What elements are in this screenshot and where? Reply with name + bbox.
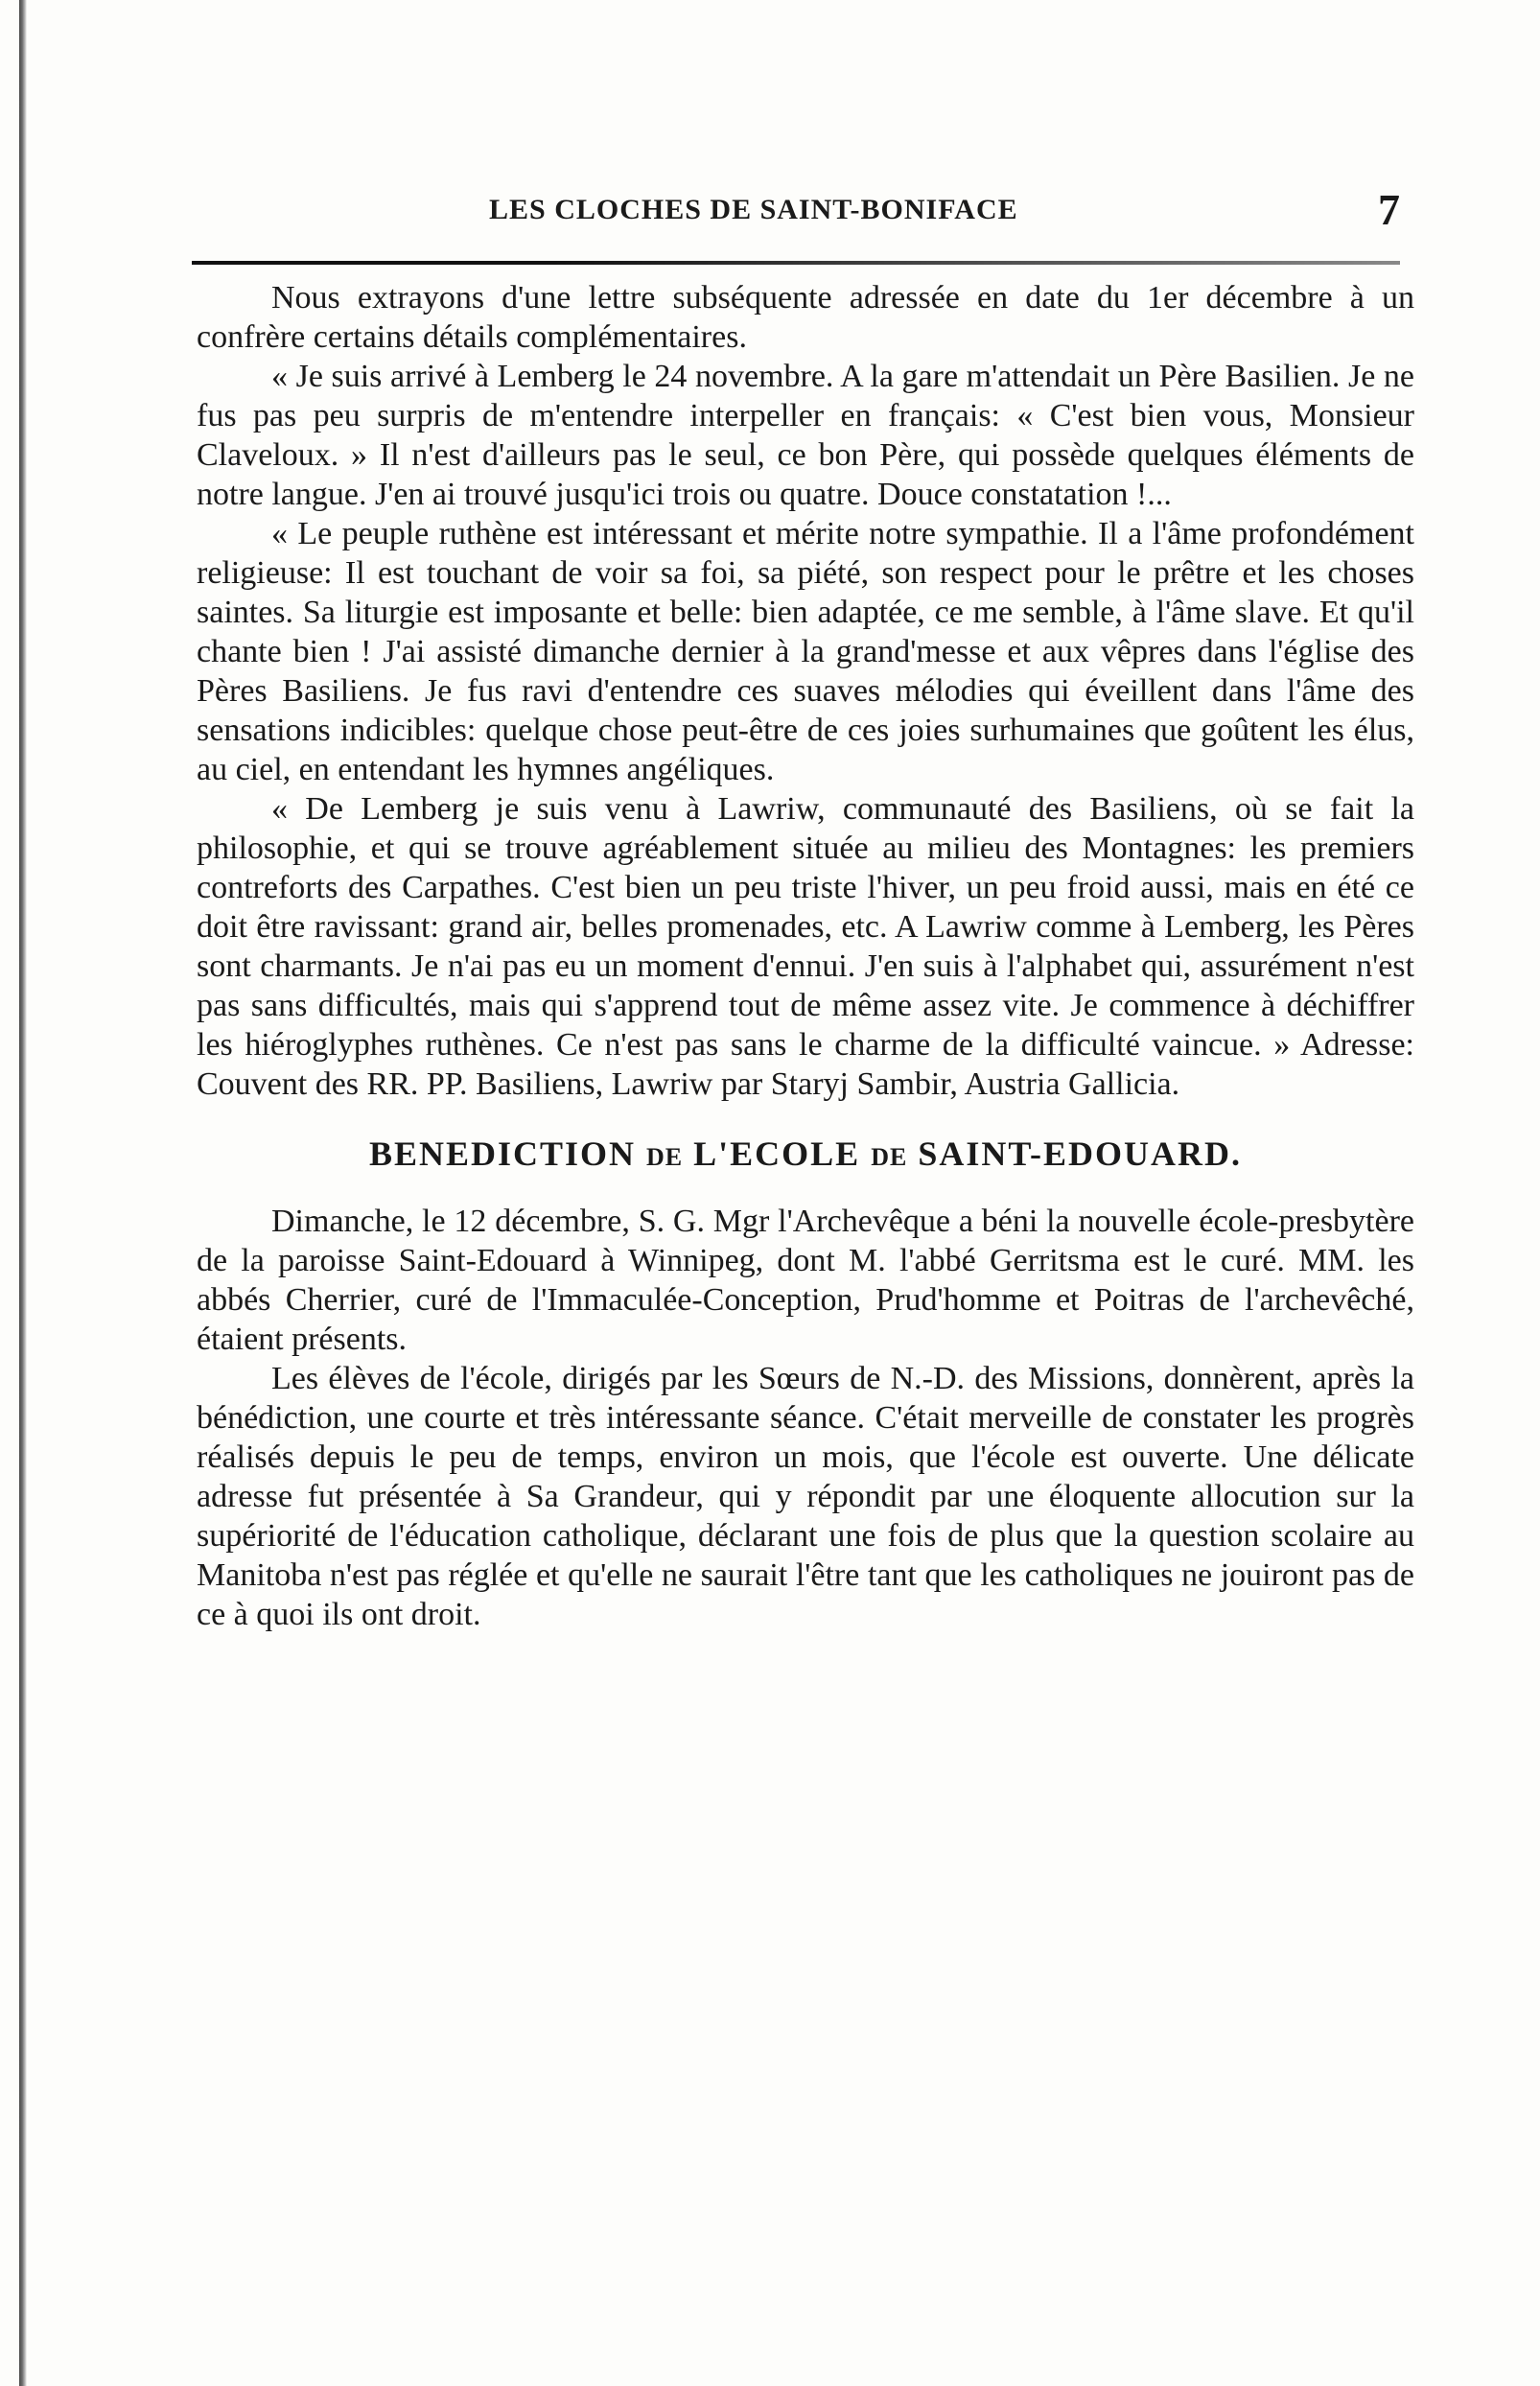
page-binding-edge xyxy=(19,0,27,2386)
article-paragraph-4: « De Lemberg je suis venu à Lawriw, communauté des Basiliens, où se fait la philosophie, et qui se trouve agréablement située au milieu des Montagnes: les premiers contreforts des Carpathes. C'est bien un peu triste l'hiver, un peu froid aussi, mais en été ce doit être ravissant: grand air, belles promenades, etc. A Lawriw comme à Lemberg, les Pères sont charmants. Je n'ai pas eu un moment d'ennui. J'en suis à l'alphabet qui, assurément n'est pas sans difficultés, mais qui s'apprend tout de même assez vite. Je commence à déchiffrer les hiéroglyphes ruthènes. Ce n'est pas sans le charme de la difficulté vaincue. » Adresse: Couvent des RR. PP. Basiliens, Lawriw par Staryj Sambir, Austria Gallicia. xyxy=(197,791,1414,1102)
page-body xyxy=(197,278,1414,1634)
article-paragraph-1: Nous extrayons d'une lettre subséquente adressée en date du 1er décembre à un confrère certains détails complémentaires. xyxy=(197,280,1414,355)
section-paragraph-2: Les élèves de l'école, dirigés par les Sœurs de N.-D. des Missions, donnèrent, après la bénédiction, une courte et très intéressante séance. C'était merveille de constater les progrès réalisés depuis le peu de temps, environ un mois, que l'école est ouverte. Une délicate adresse fut présentée à Sa Grandeur, qui y répondit par une éloquente allocution sur la supériorité de l'éducation catholique, déclarant une fois de plus que la question scolaire au Manitoba n'est pas réglée et qu'elle ne saurait l'être tant que les catholiques ne jouiront pas de ce à quoi ils ont droit. xyxy=(197,1361,1414,1632)
section-article xyxy=(197,1202,1414,1634)
section-paragraph-1: Dimanche, le 12 décembre, S. G. Mgr l'Archevêque a béni la nouvelle école-presbytère de la paroisse Saint-Edouard à Winnipeg, dont M. l'abbé Gerritsma est le curé. MM. les abbés Cherrier, curé de l'Immaculée-Conception, Prud'homme et Poitras de l'archevêché, étaient présents. xyxy=(197,1204,1414,1357)
heading-word-ecole: L'ECOLE xyxy=(693,1135,861,1173)
heading-word-benediction: BENEDICTION xyxy=(368,1135,636,1173)
running-title: LES CLOCHES DE SAINT-BONIFACE xyxy=(489,194,1018,225)
header-rule xyxy=(192,261,1400,265)
letter-article xyxy=(197,278,1414,1104)
article-paragraph-3: « Le peuple ruthène est intéressant et mérite notre sympathie. Il a l'âme profondément religieuse: Il est touchant de voir sa foi, sa piété, son respect pour le prêtre et les choses saintes. Sa liturgie est imposante et belle: bien adaptée, ce me semble, à l'âme slave. Et qu'il chante bien ! J'ai assisté dimanche dernier à la grand'messe et aux vêpres dans l'église des Pères Basiliens. Je fus ravi d'entendre ces suaves mélodies qui éveillent dans l'âme des sensations indicibles: quelque chose peut-être de ces joies surhumaines que goûtent les élus, au ciel, en entendant les hymnes angéliques. xyxy=(197,516,1414,787)
section-heading xyxy=(197,1133,1414,1179)
heading-word-saint-edouard: SAINT-EDOUARD. xyxy=(918,1135,1243,1173)
article-paragraph-2: « Je suis arrivé à Lemberg le 24 novembre. A la gare m'attendait un Père Basilien. Je ne fus pas peu surpris de m'entendre interpeller en français: « C'est bien vous, Monsieur Claveloux. » Il n'est d'ailleurs pas le seul, ce bon Père, qui possède quelques éléments de notre langue. J'en ai trouvé jusqu'ici trois ou quatre. Douce constatation !... xyxy=(197,359,1414,512)
heading-word-de-1: DE xyxy=(646,1143,684,1171)
page-header xyxy=(192,185,1400,240)
page-number: 7 xyxy=(1378,185,1400,234)
heading-word-de-2: DE xyxy=(871,1143,908,1171)
